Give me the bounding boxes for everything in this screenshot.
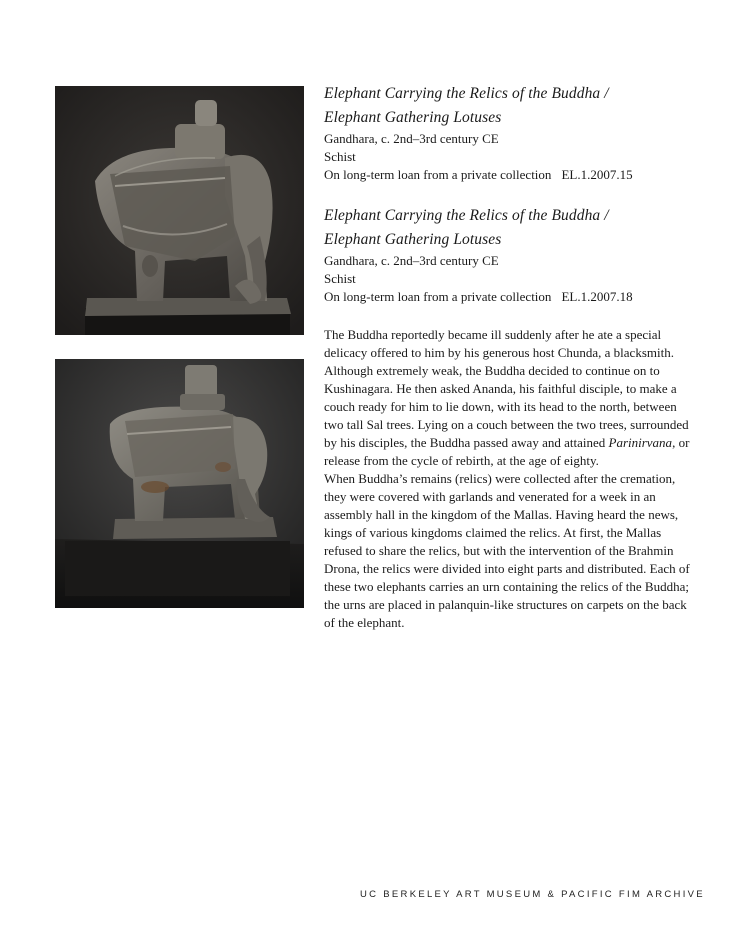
- catalog-entry: [324, 204, 696, 306]
- entry-credit: On long-term loan from a private collection: [324, 289, 552, 304]
- description-text: , or release from the cycle of rebirth, at the age of eighty.: [324, 435, 690, 468]
- entry-medium: Schist: [324, 149, 356, 164]
- entry-credit-line: [324, 166, 696, 184]
- entry-credit-line: [324, 288, 696, 306]
- entry-medium: Schist: [324, 271, 356, 286]
- description-text: The Buddha reportedly became ill suddenly after he ate a special delicacy offered to him by his generous host Chunda, a blacksmith. Although extremely weak, the Buddha decided to continue on to Kushinagara. He then asked Ananda, his faithful disciple, to make a couch ready for him to lie down, with its head to the north, between two tall Sal trees. Lying on a couch between the two trees, surrounded by his disciples, the Buddha passed away and attained: [324, 327, 689, 450]
- entry-title-line-2: Elephant Gathering Lotuses: [324, 109, 502, 126]
- entry-title-line-2: Elephant Gathering Lotuses: [324, 231, 502, 248]
- description-paragraph-1: [324, 326, 696, 470]
- entry-origin: Gandhara, c. 2nd–3rd century CE: [324, 253, 499, 268]
- description-paragraph-2: When Buddha’s remains (relics) were collected after the cremation, they were covered with garlands and venerated for a week in an assembly hall in the kingdom of the Mallas. Having heard the news, kings of various kingdoms claimed the relics. At first, the Mallas refused to share the relics, but with the intervention of the Brahmin Drona, the relics were divided into eight parts and distributed. Each of these two elephants carries an urn containing the relics of the Buddha; the urns are placed in palanquin-like structures on carpets on the back of the elephant.: [324, 471, 690, 630]
- description-italic-term: Parinirvana: [608, 435, 673, 450]
- catalog-text-column: [324, 82, 696, 632]
- elephant-sculpture-image: [55, 86, 304, 335]
- entry-origin: Gandhara, c. 2nd–3rd century CE: [324, 131, 499, 146]
- page-footer: UC BERKELEY ART MUSEUM & PACIFIC FIM ARCHIVE: [360, 889, 705, 900]
- entry-title-line-1: Elephant Carrying the Relics of the Buddha /: [324, 207, 609, 224]
- sculpture-photo-1: [55, 86, 304, 335]
- catalog-entry: [324, 82, 696, 184]
- entry-credit: On long-term loan from a private collection: [324, 167, 552, 182]
- elephant-sculpture-image: [55, 359, 304, 608]
- entry-accession-number: EL.1.2007.18: [561, 289, 633, 304]
- entry-title-line-1: Elephant Carrying the Relics of the Buddha /: [324, 85, 609, 102]
- entry-accession-number: EL.1.2007.15: [561, 167, 633, 182]
- sculpture-photo-2: [55, 359, 304, 608]
